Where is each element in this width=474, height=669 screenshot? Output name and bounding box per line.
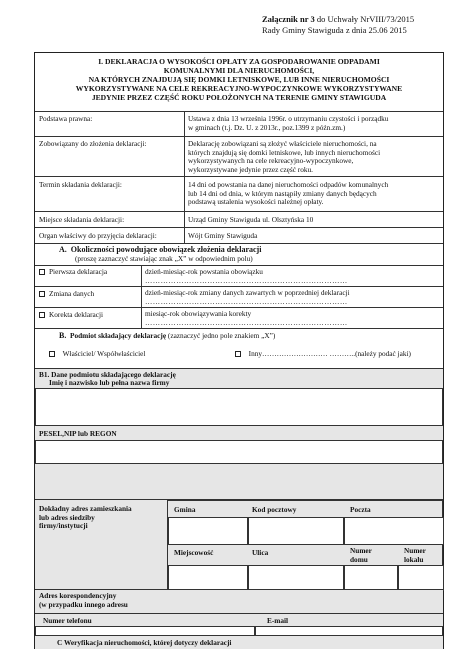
option-date-field[interactable]: …………………………………………………………………… xyxy=(145,275,348,285)
option-date-field[interactable]: …………………………………………………………………… xyxy=(145,296,348,306)
house-number-label xyxy=(350,547,372,564)
option-row-first xyxy=(35,265,443,286)
resolution-number: do Uchwały NrVIII/73/2015 xyxy=(314,14,415,24)
name-field[interactable] xyxy=(35,388,443,426)
option-value xyxy=(145,310,348,327)
option-label: Korekta deklaracji xyxy=(49,310,104,319)
address-label xyxy=(39,505,132,531)
option-label: Pierwsza deklaracja xyxy=(49,267,108,276)
section-b-title: Podmiot składający deklarację xyxy=(70,331,167,340)
contact-row xyxy=(35,613,443,635)
info-value-line: lub 14 dni od dnia, w którym nastąpiły zmiany danych będących xyxy=(188,188,377,198)
info-label: Zobowiązany do złożenia deklaracji: xyxy=(39,139,147,148)
title-line: WYKORZYSTYWANE NA CELE REKREACYJNO-WYPOCZYNKOWE WYKORZYSTYWANE xyxy=(75,84,403,93)
section-a-title: Okoliczności powodujące obowiązek złożenia deklaracji xyxy=(70,245,262,254)
street-field[interactable] xyxy=(248,565,344,591)
change-data-option[interactable] xyxy=(39,290,94,299)
pesel-label: PESEL,NIP lub REGON xyxy=(39,429,117,438)
other-option[interactable] xyxy=(235,350,411,359)
correction-checkbox[interactable] xyxy=(39,312,45,318)
attachment-number: Załącznik nr 3 xyxy=(262,14,315,24)
apartment-number-label xyxy=(404,547,426,564)
info-divider xyxy=(184,111,185,243)
option-hint: miesiąc-rok obowiązywania korekty xyxy=(145,309,252,318)
section-c-header xyxy=(35,635,443,649)
address-label-line: Dokładny adres zamieszkania xyxy=(39,504,132,513)
correspondence-line: (w przypadku innego adresu xyxy=(39,599,128,609)
street-label: Ulica xyxy=(252,548,269,557)
section-b-header xyxy=(35,328,443,368)
attachment-header xyxy=(262,14,414,36)
option-label: Zmiana danych xyxy=(49,289,95,298)
info-label: Podstawa prawna: xyxy=(39,114,93,123)
post-office-field[interactable] xyxy=(344,517,444,545)
section-c-title: C Weryfikacja nieruchomości, której dotyczy deklaracji xyxy=(57,638,232,647)
house-number-line: Numer xyxy=(350,546,372,555)
pesel-field[interactable] xyxy=(35,440,443,464)
other-label: Inny……………………… ………..(należy podać jaki) xyxy=(248,349,411,358)
other-checkbox[interactable] xyxy=(235,351,241,357)
council-date: Rady Gminy Stawiguda z dnia 25.06 2015 xyxy=(262,25,407,35)
section-b1-title: B1. Dane podmiotu składającego deklarację xyxy=(39,370,176,379)
apartment-number-line: Numer xyxy=(404,546,426,555)
apartment-number-line: lokalu xyxy=(404,554,424,564)
info-label: Organ właściwy do przyjęcia deklaracji: xyxy=(39,231,157,240)
option-row-change xyxy=(35,286,443,307)
name-label: Imię i nazwisko lub pełna nazwa firmy xyxy=(49,378,170,387)
owner-option[interactable] xyxy=(49,350,145,359)
section-b-letter: B. xyxy=(59,331,67,340)
title-line: I. DEKLARACJA O WYSOKOŚCI OPŁATY ZA GOSPODAROWANIE ODPADAMI xyxy=(98,57,380,66)
address-row2 xyxy=(167,544,443,590)
info-value xyxy=(188,140,380,174)
postal-code-field[interactable] xyxy=(248,517,344,545)
info-row-legal-basis xyxy=(35,111,443,136)
option-hint: dzień-miesiąc-rok zmiany danych zawartych w poprzedniej deklaracji xyxy=(145,288,350,297)
correspondence-line: Adres korespondencyjny xyxy=(39,591,117,600)
info-label: Miejsce składania deklaracji: xyxy=(39,215,125,224)
correspondence-row xyxy=(35,589,443,613)
option-value xyxy=(145,268,348,285)
section-b-heading xyxy=(59,332,275,341)
gmina-field[interactable] xyxy=(168,517,248,545)
postal-code-label: Kod pocztowy xyxy=(252,505,297,514)
gmina-label: Gmina xyxy=(174,505,196,514)
option-value xyxy=(145,289,350,306)
info-row-deadline xyxy=(35,176,443,211)
address-label-line: firmy/instytucji xyxy=(39,521,88,531)
option-date-field[interactable]: …………………………………………………………………… xyxy=(145,317,348,327)
info-label: Termin składania deklaracji: xyxy=(39,180,122,189)
info-row-obliged xyxy=(35,136,443,176)
info-value: Wójt Gminy Stawiguda xyxy=(188,231,258,240)
info-value-line: Deklarację zobowiązani są złożyć właściciele nieruchomości, na xyxy=(188,139,377,148)
form-title xyxy=(35,57,443,102)
owner-checkbox[interactable] xyxy=(49,351,55,357)
post-office-label: Poczta xyxy=(350,505,371,514)
info-row-place xyxy=(35,211,443,227)
section-a-header xyxy=(35,243,443,265)
house-number-line: domu xyxy=(350,554,368,564)
info-row-authority xyxy=(35,227,443,243)
first-declaration-checkbox[interactable] xyxy=(39,269,45,275)
info-value-line: 14 dni od powstania na danej nieruchomości odpadów komunalnych xyxy=(188,180,389,189)
info-value xyxy=(188,115,388,132)
phone-label: Numer telefonu xyxy=(43,616,92,625)
option-hint: dzień-miesiąc-rok powstania obowiązku xyxy=(145,267,263,276)
change-data-checkbox[interactable] xyxy=(39,291,45,297)
email-label: E-mail xyxy=(267,616,289,625)
house-number-field[interactable] xyxy=(344,565,398,591)
correspondence-label xyxy=(39,592,128,609)
section-b1 xyxy=(35,368,443,499)
owner-label: Właściciel/ Współwłaściciel xyxy=(62,349,146,358)
info-value-line: w gminach (t.j. Dz. U. z 2013r., poz.1399 z późn.zm.) xyxy=(188,122,346,132)
first-declaration-option[interactable] xyxy=(39,268,107,277)
option-divider xyxy=(141,265,142,328)
info-value-line: wykorzystywanych na cele rekreacyjno-wypoczynkowe, xyxy=(188,156,354,166)
section-a-instruction: (proszę zaznaczyć stawiając znak „X” w odpowiednim polu) xyxy=(75,254,253,263)
title-line: NA KTÓRYCH ZNAJDUJĄ SIĘ DOMKI LETNISKOWE, LUB INNE NIERUCHOMOŚCI xyxy=(88,75,390,84)
address-block xyxy=(35,499,443,589)
locality-label: Miejscowość xyxy=(174,548,214,557)
section-a-letter: A. xyxy=(59,245,67,254)
info-value-line: wykorzystywane jedynie przez część roku. xyxy=(188,164,314,174)
info-value-line: podstawą ustalenia wysokości należnej opłaty. xyxy=(188,197,324,207)
info-value: Urząd Gminy Stawiguda ul. Olsztyńska 10 xyxy=(188,215,314,224)
section-b-instruction: (zaznaczyć jedno pole znakiem „X”) xyxy=(166,331,276,340)
option-row-correction xyxy=(35,307,443,328)
address-row1 xyxy=(167,500,443,544)
info-value xyxy=(188,181,388,207)
info-value-line: Ustawa z dnia 13 września 1996r. o utrzymaniu czystości i porządku xyxy=(188,114,389,123)
address-label-line: lub adres siedziby xyxy=(39,512,95,522)
declaration-form xyxy=(34,52,444,649)
locality-field[interactable] xyxy=(168,565,248,591)
title-line: JEDYNIE PRZEZ CZĘŚĆ ROKU POŁOŻONYCH NA TERENIE GMINY STAWIGUDA xyxy=(91,93,387,102)
title-line: KOMUNALNYMI DLA NIERUCHOMOŚCI, xyxy=(163,66,315,75)
correction-option[interactable] xyxy=(39,311,103,320)
apartment-number-field[interactable] xyxy=(398,565,444,591)
info-value-line: których znajdują się domki letniskowe, lub innych nieruchomości xyxy=(188,147,381,157)
